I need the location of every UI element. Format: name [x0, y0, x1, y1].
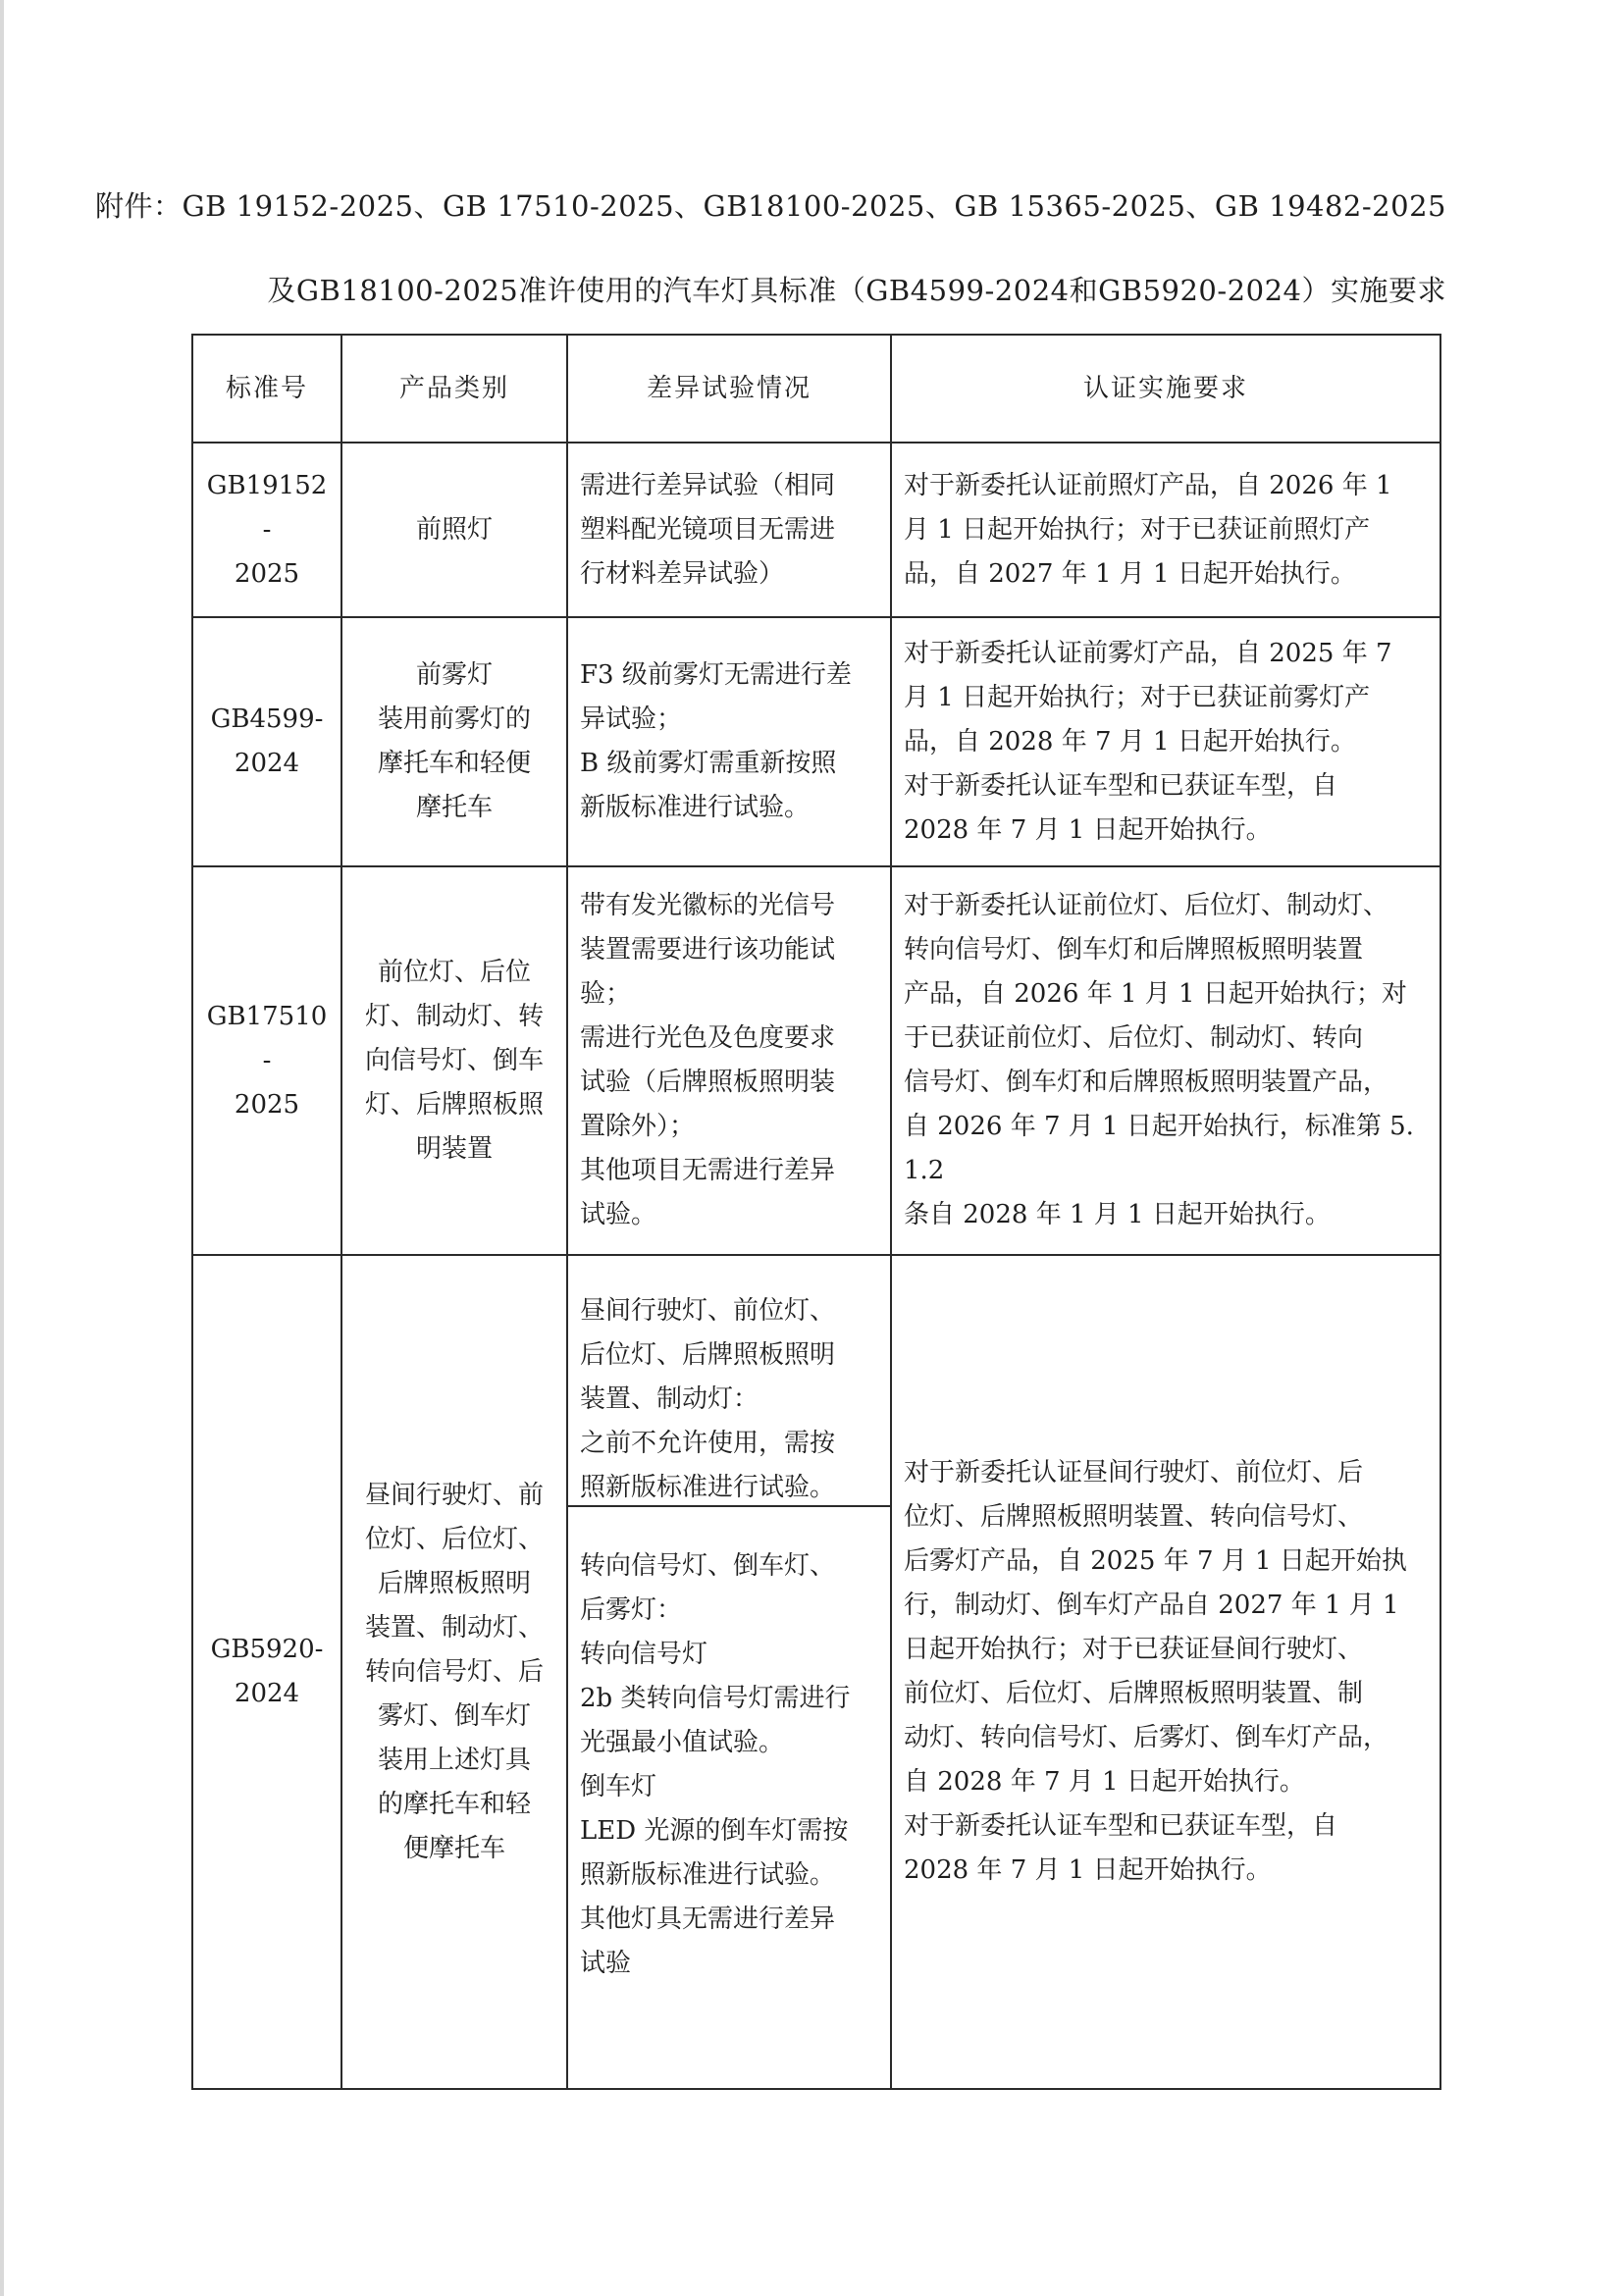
- test-cell-bottom: 转向信号灯、倒车灯、 后雾灯： 转向信号灯 2b 类转向信号灯需进行 光强最小值试验。 倒车灯 LED 光源的倒车灯需按 照新版标准进行试验。 其他灯具无需进行差异 试验: [580, 1551, 851, 1978]
- table-row: [192, 617, 1440, 866]
- table-row: [192, 866, 1440, 1255]
- page-title: 附件：GB 19152-2025、GB 17510-2025、GB18100-2025、GB 15365-2025、GB 19482-2025: [94, 189, 1446, 223]
- header-requirement: 认证实施要求: [891, 335, 1440, 443]
- table-header-row: [192, 335, 1440, 443]
- requirement-cell: 对于新委托认证前位灯、后位灯、制动灯、 转向信号灯、倒车灯和后牌照板照明装置 产品，自 2026 年 1 月 1 日起开始执行；对 于已获证前位灯、后位灯、制动灯、转向 信号灯、倒车灯和后牌照板照明装置产品， 自 2026 年 7 月 1 日起开始执行，标准第 5.1.2 条自 2028 年 1 月 1 日起开始执行。: [891, 866, 1440, 1255]
- category-cell: 昼间行驶灯、前 位灯、后位灯、 后牌照板照明 装置、制动灯、 转向信号灯、后 雾灯、倒车灯 装用上述灯具 的摩托车和轻 便摩托车: [341, 1255, 567, 2089]
- requirement-cell: 对于新委托认证前照灯产品，自 2026 年 1 月 1 日起开始执行；对于已获证前照灯产 品，自 2027 年 1 月 1 日起开始执行。: [891, 443, 1440, 617]
- scan-edge: [0, 0, 4, 2296]
- standard-cell: GB5920- 2024: [192, 1255, 341, 2089]
- table-row: [192, 1255, 1440, 2089]
- test-cell: 带有发光徽标的光信号 装置需要进行该功能试 验； 需进行光色及色度要求 试验（后牌照板照明装 置除外）； 其他项目无需进行差异 试验。: [567, 866, 891, 1255]
- standard-cell: GB4599- 2024: [192, 617, 341, 866]
- requirement-cell: 对于新委托认证前雾灯产品，自 2025 年 7 月 1 日起开始执行；对于已获证前雾灯产 品，自 2028 年 7 月 1 日起开始执行。 对于新委托认证车型和已获证车型，自 2028 年 7 月 1 日起开始执行。: [891, 617, 1440, 866]
- standard-cell: GB17510- 2025: [192, 866, 341, 1255]
- test-cell: F3 级前雾灯无需进行差 异试验； B 级前雾灯需重新按照 新版标准进行试验。: [567, 617, 891, 866]
- table-row: [192, 443, 1440, 617]
- category-cell: 前位灯、后位 灯、制动灯、转 向信号灯、倒车 灯、后牌照板照 明装置: [341, 866, 567, 1255]
- test-cell: [567, 1255, 891, 2089]
- header-standard: 标准号: [192, 335, 341, 443]
- header-category: 产品类别: [341, 335, 567, 443]
- category-cell: 前雾灯 装用前雾灯的 摩托车和轻便 摩托车: [341, 617, 567, 866]
- header-test: 差异试验情况: [567, 335, 891, 443]
- requirements-table: [191, 334, 1441, 2090]
- category-cell: 前照灯: [341, 443, 567, 617]
- test-cell: 需进行差异试验（相同 塑料配光镜项目无需进 行材料差异试验）: [567, 443, 891, 617]
- test-cell-top: 昼间行驶灯、前位灯、 后位灯、后牌照板照明 装置、制动灯： 之前不允许使用，需按 照新版标准进行试验。: [568, 1256, 890, 1507]
- test-cell-split: [568, 1256, 890, 2088]
- requirement-cell: 对于新委托认证昼间行驶灯、前位灯、后 位灯、后牌照板照明装置、转向信号灯、 后雾灯产品，自 2025 年 7 月 1 日起开始执 行，制动灯、倒车灯产品自 2027 年 1 月 1 日起开始执行；对于已获证昼间行驶灯、 前位灯、后位灯、后牌照板照明装置、制 动灯、转向信号灯、后雾灯、倒车灯产品， 自 2028 年 7 月 1 日起开始执行。 对于新委托认证车型和已获证车型，自 2028 年 7 月 1 日起开始执行。: [891, 1255, 1440, 2089]
- standard-cell: GB19152- 2025: [192, 443, 341, 617]
- page-subtitle: 及GB18100-2025准许使用的汽车灯具标准（GB4599-2024和GB5920-2024）实施要求: [267, 274, 1446, 307]
